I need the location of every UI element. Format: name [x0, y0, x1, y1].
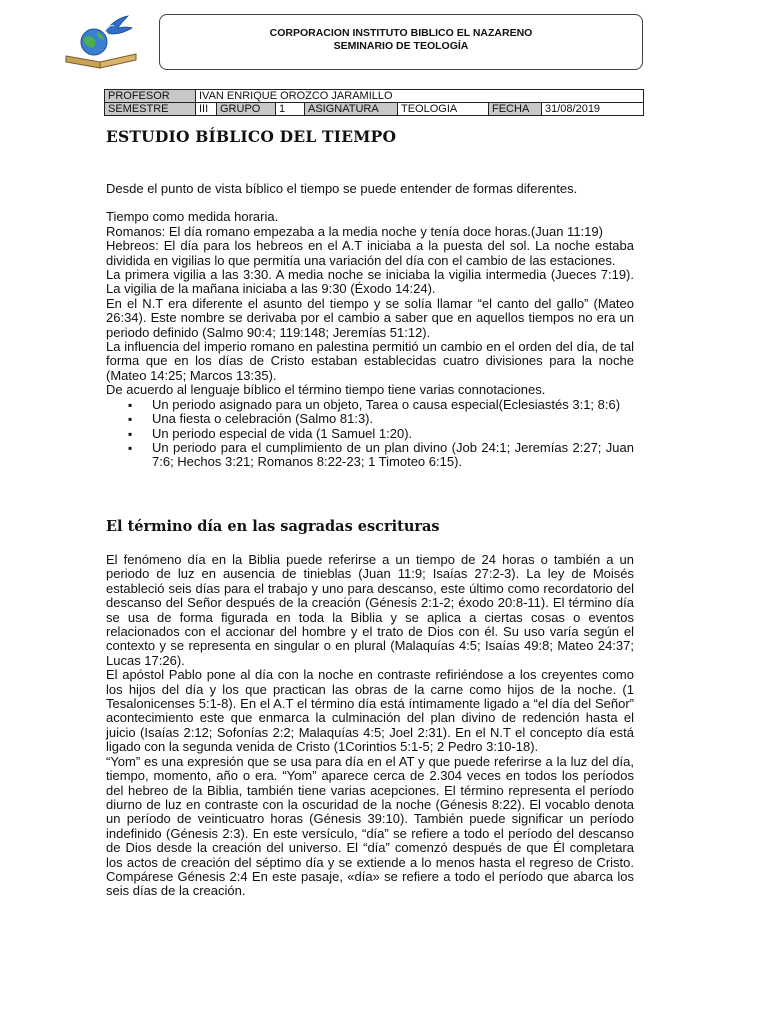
dove-globe-bible-logo [62, 12, 142, 70]
page-title: ESTUDIO BÍBLICO DEL TIEMPO [106, 127, 397, 146]
institution-name: CORPORACION INSTITUTO BIBLICO EL NAZARENO [269, 27, 533, 39]
paragraph: Romanos: El día romano empezaba a la media noche y tenía doce horas.(Juan 11:19) [106, 223, 603, 239]
connotations-list [106, 398, 634, 470]
paragraph: Hebreos: El día para los hebreos en el A.T iniciaba a la puesta del sol. La noche estaba dividida en vigilias lo que permitía una variación del día con el cambio de las estaciones. [106, 238, 634, 268]
intro-paragraph: Desde el punto de vista bíblico el tiempo se puede entender de formas diferentes. [106, 181, 578, 196]
paragraph: La influencia del imperio romano en palestina permitió un cambio en el orden del día, de tal forma que en los días de Cristo estaban establecidas cuatro divisiones para la noche (Mateo 14:25; Marcos 13:35). [106, 339, 634, 383]
section-tiempo [106, 182, 634, 470]
paragraph: De acuerdo al lenguaje bíblico el término tiempo tiene varias connotaciones. [106, 382, 546, 398]
profesor-row [105, 90, 644, 103]
list-item: ▪ Una fiesta o celebración (Salmo 81:3). [106, 412, 634, 426]
paragraph: La primera vigilia a las 3:30. A media noche se iniciaba la vigilia intermedia (Jueces 7:19). La vigilia de la mañana iniciaba a las 9:30 (Éxodo 14:24). [106, 267, 634, 297]
asignatura-label: ASIGNATURA [305, 103, 398, 116]
semestre-value: III [196, 103, 217, 116]
header-box [159, 14, 643, 70]
logo-icon [62, 12, 142, 70]
paragraph: “Yom” es una expresión que se usa para día en el AT y que puede referirse a la luz del día, tiempo, momento, año o era. “Yom” aparece cerca de 2.304 veces en todos los períodos del hebreo de la Biblia, también tiene varias acepciones. El término representa el período diurno de luz en contraste con la oscuridad de la noche (Génesis 8:22). El vocablo denota un período de veinticuatro horas (Génesis 39:10). También puede significar un período indefinido (Génesis 2:3). En este versículo, “día” se refiere a todo el período del descanso de Dios desde la creación del universo. El “día” comenzó después de que Él completara los actos de creación del séptimo día y se extiende a lo menos hasta el regreso de Cristo. Compárese Génesis 2:4 En este pasaje, «día» se refiere a todo el período que abarca los seis días de la creación. [106, 753, 634, 899]
fecha-label: FECHA [489, 103, 542, 116]
profesor-label: PROFESOR [105, 90, 196, 103]
paragraph: El apóstol Pablo pone al día con la noche en contraste refiriéndose a los creyentes como los hijos del día y los que practican las obras de la carne como hijos de la noche. (1 Tesalonicenses 5:1-8). En el A.T el término día está íntimamente ligado a “el día del Señor” acontecimiento este que enmarca la culminación del plan divino de redención hasta el juicio (Isaías 2:12; Sofonías 2:2; Malaquías 4:5; Joel 2:31). En el N.T el concepto día está ligado con la segunda venida de Cristo (1Corintios 5:1-5; 2 Pedro 3:10-18). [106, 667, 634, 755]
grupo-value: 1 [276, 103, 305, 116]
paragraph: El fenómeno día en la Biblia puede referirse a un tiempo de 24 horas o también a un periodo de luz en ausencia de tinieblas (Juan 11:9; Isaías 27:2-3). La ley de Moisés estableció seis días para el trabajo y uno para descanso, este último como recordatorio del descanso del Señor después de la creación (Génesis 2:1-2; éxodo 20:8-11). El término día se usa de forma figurada en toda la Biblia y se aplica a ciertas cosas o eventos relacionados con el accionar del hombre y el trato de Dios con él. Su uso varía según el contexto y se representa en singular o en plural (Malaquías 4:5; Isaías 49:8; Mateo 24:37; Lucas 17:26). [106, 552, 634, 668]
asignatura-value: TEOLOGIA [398, 103, 489, 116]
paragraph: Tiempo como medida horaria. [106, 209, 279, 225]
grupo-label: GRUPO [217, 103, 276, 116]
list-item: ▪ Un periodo para el cumplimiento de un plan divino (Job 24:1; Jeremías 2:27; Juan 7:6; Hechos 3:21; Romanos 8:22-23; 1 Timoteo 6:15). [106, 441, 634, 470]
semestre-row [105, 103, 644, 116]
list-item: ▪ Un periodo especial de vida (1 Samuel 1:20). [106, 427, 634, 441]
section-dia [106, 553, 634, 899]
semestre-label: SEMESTRE [105, 103, 196, 116]
paragraph: En el N.T era diferente el asunto del tiempo y se solía llamar “el canto del gallo” (Mateo 26:34). Este nombre se derivaba por el cambio a saber que en aquellos tiempos no era un periodo definido (Salmo 90:4; 119:148; Jeremías 51:12). [106, 295, 634, 340]
fecha-value: 31/08/2019 [542, 103, 644, 116]
course-info-table [104, 89, 644, 116]
section-heading: El término día en las sagradas escrituras [106, 518, 440, 535]
seminary-name: SEMINARIO DE TEOLOGÍA [333, 40, 469, 52]
profesor-value: IVAN ENRIQUE OROZCO JARAMILLO [196, 90, 644, 103]
list-item: ▪ Un periodo asignado para un objeto, Tarea o causa especial(Eclesiastés 3:1; 8:6) [106, 398, 634, 412]
